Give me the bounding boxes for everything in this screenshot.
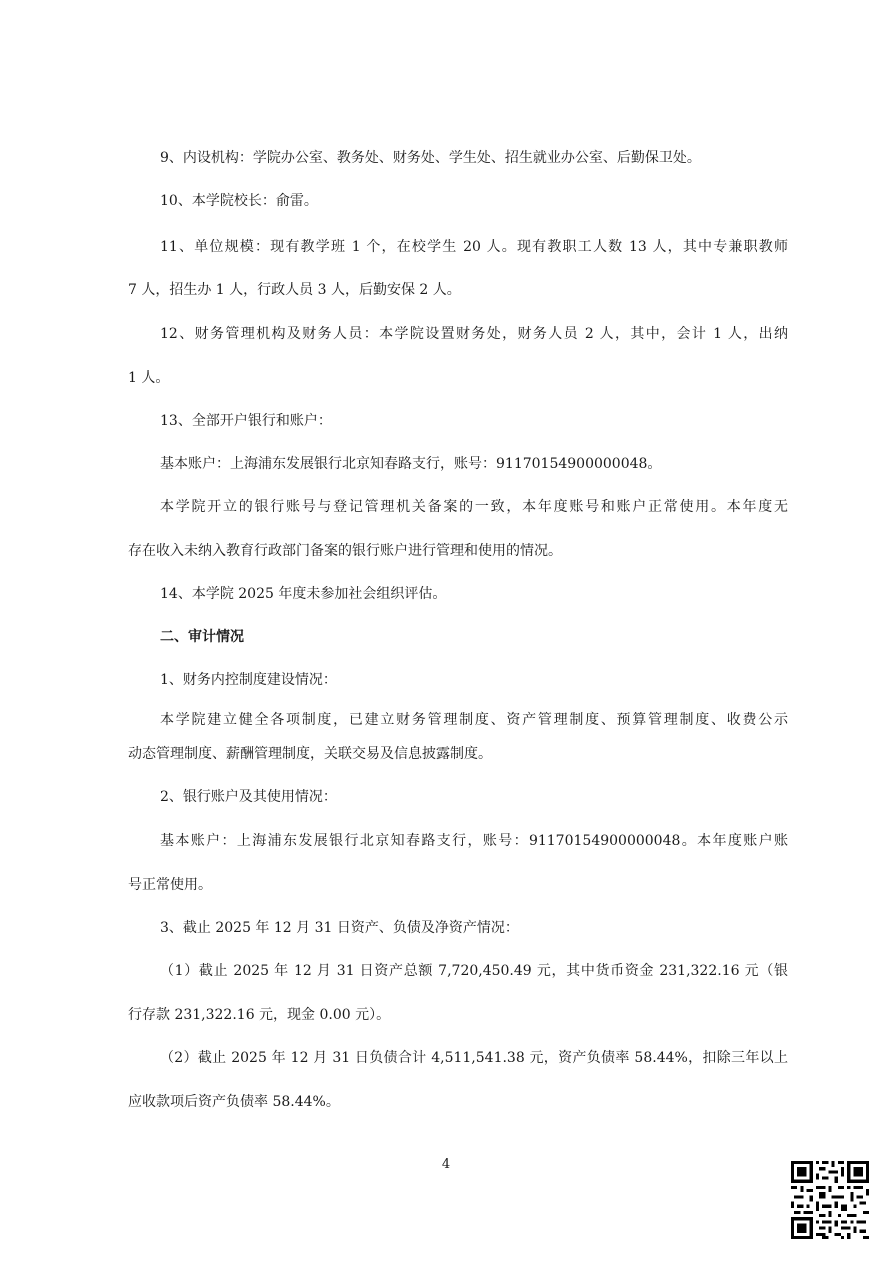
page-number: 4 — [441, 1157, 451, 1172]
liabilities-line-cont: 应收款项后资产负债率 58.44%。 — [128, 1094, 340, 1110]
item-9-internal-departments: 9、内设机构：学院办公室、教务处、财务处、学生处、招生就业办公室、后勤保卫处。 — [160, 150, 701, 166]
item-12-finance-staff: 12、财务管理机构及财务人员：本学院设置财务处，财务人员 2 人，其中，会计 1 人，出纳 — [160, 326, 788, 342]
section-heading-audit: 二、审计情况 — [160, 629, 244, 645]
audit-item-1-title: 1、财务内控制度建设情况： — [160, 672, 337, 688]
audit-item-2-body: 基本账户：上海浦东发展银行北京知春路支行，账号：91170154900000048。本年度账户账 — [160, 833, 788, 849]
item-10-principal: 10、本学院校长：俞雷。 — [160, 193, 318, 209]
account-registration-note: 本学院开立的银行账号与登记管理机关备案的一致，本年度账号和账户正常使用。本年度无 — [160, 499, 788, 515]
liabilities-line: （2）截止 2025 年 12 月 31 日负债合计 4,511,541.38 元，资产负债率 58.44%，扣除三年以上 — [160, 1050, 788, 1066]
basic-account-line: 基本账户：上海浦东发展银行北京知春路支行，账号：91170154900000048。 — [160, 456, 662, 472]
item-11-scale: 11、单位规模：现有教学班 1 个，在校学生 20 人。现有教职工人数 13 人，其中专兼职教师 — [160, 239, 788, 255]
audit-item-1-body-cont: 动态管理制度、薪酬管理制度，关联交易及信息披露制度。 — [128, 746, 492, 762]
item-13-bank-accounts: 13、全部开户银行和账户： — [160, 413, 332, 429]
audit-item-2-title: 2、银行账户及其使用情况： — [160, 789, 337, 805]
audit-item-2-body-cont: 号正常使用。 — [128, 877, 212, 893]
account-registration-note-cont: 存在收入未纳入教育行政部门备案的银行账户进行管理和使用的情况。 — [128, 543, 562, 559]
audit-item-1-body: 本学院建立健全各项制度，已建立财务管理制度、资产管理制度、预算管理制度、收费公示 — [160, 712, 788, 728]
assets-total-line: （1）截止 2025 年 12 月 31 日资产总额 7,720,450.49 元，其中货币资金 231,322.16 元（银 — [160, 963, 788, 979]
audit-item-3-title: 3、截止 2025 年 12 月 31 日资产、负债及净资产情况： — [160, 920, 519, 936]
qr-code-icon — [791, 1161, 869, 1239]
item-14-evaluation: 14、本学院 2025 年度未参加社会组织评估。 — [160, 586, 447, 602]
assets-total-line-cont: 行存款 231,322.16 元，现金 0.00 元）。 — [128, 1007, 391, 1023]
item-11-scale-cont: 7 人，招生办 1 人，行政人员 3 人，后勤安保 2 人。 — [128, 282, 461, 298]
item-12-finance-staff-cont: 1 人。 — [128, 370, 170, 386]
